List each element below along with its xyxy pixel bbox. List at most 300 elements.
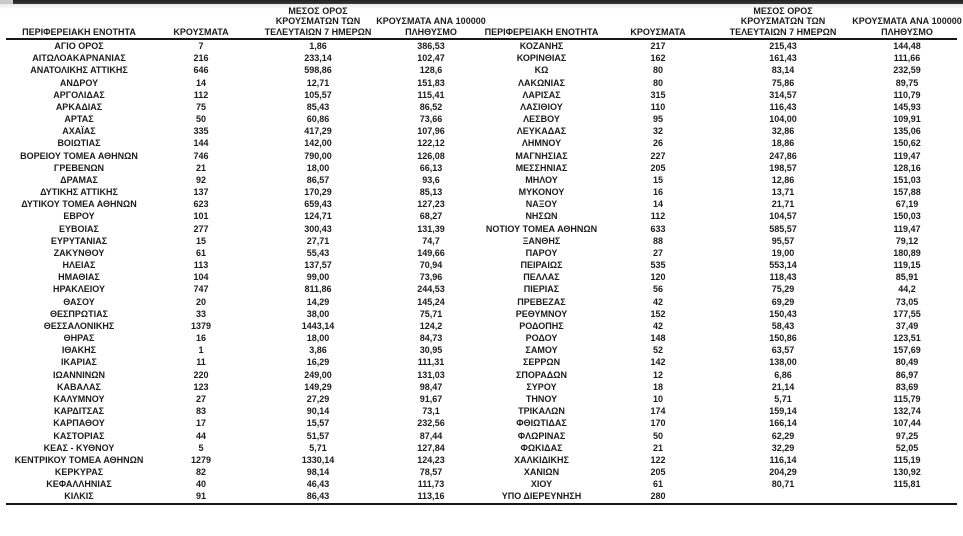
avg7-cell: 1443,14 <box>301 320 335 331</box>
table-row <box>6 210 957 222</box>
cases-cell: 27 <box>652 247 663 258</box>
cases-cell: 148 <box>650 333 666 344</box>
region-cell: ΕΒΡΟΥ <box>63 211 95 222</box>
region-cell: ΠΕΛΛΑΣ <box>523 272 560 283</box>
region-cell: ΚΕΡΚΥΡΑΣ <box>54 467 104 478</box>
region-cell: ΚΟΡΙΝΘΙΑΣ <box>516 53 567 64</box>
cases-cell: 335 <box>193 126 209 137</box>
region-cell: ΗΜΑΘΙΑΣ <box>58 272 100 283</box>
cases-cell: 746 <box>193 150 209 161</box>
region-cell: ΚΕΦΑΛΛΗΝΙΑΣ <box>46 479 112 490</box>
cases-cell: 1279 <box>190 454 212 465</box>
table-row <box>6 308 957 320</box>
cases-cell: 152 <box>650 308 666 319</box>
cases-cell: 42 <box>652 320 663 331</box>
region-cell: ΦΘΙΩΤΙΔΑΣ <box>516 418 567 429</box>
region-cell: ΓΡΕΒΕΝΩΝ <box>53 162 105 173</box>
avg7-cell: 159,14 <box>769 406 797 417</box>
region-cell: ΧΑΛΚΙΔΙΚΗΣ <box>514 454 569 465</box>
table-row <box>6 150 957 162</box>
avg7-cell: 18,86 <box>771 138 795 149</box>
avg7-cell: 116,14 <box>769 454 797 465</box>
cases-cell: 91 <box>195 491 206 502</box>
avg7-cell: 98,14 <box>306 467 330 478</box>
region-cell: ΣΥΡΟΥ <box>526 381 557 392</box>
avg7-cell: 170,29 <box>304 187 332 198</box>
per100k-cell: 89,75 <box>895 77 919 88</box>
table-row <box>6 89 957 101</box>
covid-regional-tables <box>6 5 962 505</box>
avg7-cell: 12,86 <box>771 174 795 185</box>
header-cases-label: ΚΡΟΥΣΜΑΤΑ <box>173 26 229 37</box>
cases-cell: 277 <box>193 223 209 234</box>
cases-cell: 83 <box>195 406 206 417</box>
region-cell: ΒΟΙΩΤΙΑΣ <box>57 138 101 149</box>
table-row <box>6 186 957 198</box>
per100k-cell: 180,89 <box>893 247 921 258</box>
avg7-cell: 233,14 <box>304 53 332 64</box>
per100k-cell: 70,94 <box>419 260 443 271</box>
per100k-cell: 144,48 <box>893 41 921 51</box>
region-cell: ΔΥΤΙΚΗΣ ΑΤΤΙΚΗΣ <box>40 187 118 198</box>
cases-cell: 315 <box>650 89 666 100</box>
header-region-label: ΠΕΡΙΦΕΡΕΙΑΚΗ ΕΝΟΤΗΤΑ <box>22 26 136 37</box>
header-cases-left <box>152 27 250 38</box>
avg7-cell: 86,57 <box>306 174 330 185</box>
table-header-row <box>6 5 962 37</box>
table-row <box>6 223 957 235</box>
avg7-cell: 198,57 <box>769 162 797 173</box>
cases-cell: 80 <box>652 65 663 76</box>
cases-cell: 633 <box>650 223 666 234</box>
region-cell: ΜΗΛΟΥ <box>525 174 558 185</box>
cases-cell: 142 <box>650 357 666 368</box>
region-cell: ΛΗΜΝΟΥ <box>521 138 562 149</box>
per100k-cell: 232,56 <box>417 418 445 429</box>
cases-cell: 80 <box>652 77 663 88</box>
cases-cell: 15 <box>652 174 663 185</box>
header-region-left <box>6 27 152 38</box>
region-cell: ΝΗΣΩΝ <box>525 211 558 222</box>
per100k-cell: 132,74 <box>893 406 921 417</box>
per100k-cell: 111,31 <box>417 357 445 368</box>
region-cell: ΧΙΟΥ <box>530 479 553 490</box>
avg7-cell: 585,57 <box>769 223 797 234</box>
table-row <box>6 490 957 502</box>
region-cell: ΚΑΒΑΛΑΣ <box>57 381 101 392</box>
avg7-cell: 99,00 <box>306 272 330 283</box>
per100k-cell: 79,12 <box>895 235 919 246</box>
region-cell: ΚΑΡΔΙΤΣΑΣ <box>53 406 105 417</box>
region-cell: ΝΟΤΙΟΥ ΤΟΜΕΑ ΑΘΗΝΩΝ <box>485 223 598 234</box>
per100k-cell: 30,95 <box>419 345 443 356</box>
header-region-right <box>476 27 607 38</box>
region-cell: ΛΑΡΙΣΑΣ <box>522 89 561 100</box>
region-cell: ΘΑΣΟΥ <box>63 296 95 307</box>
cases-cell: 101 <box>193 211 209 222</box>
region-cell: ΠΙΕΡΙΑΣ <box>523 284 560 295</box>
cases-cell: 144 <box>193 138 209 149</box>
avg7-cell: 18,00 <box>306 333 330 344</box>
table-row <box>6 40 957 52</box>
per100k-cell: 151,83 <box>417 77 445 88</box>
cases-cell: 1 <box>198 345 204 356</box>
avg7-cell: 142,00 <box>304 138 332 149</box>
table-row <box>6 393 957 405</box>
region-cell: ΛΕΥΚΑΔΑΣ <box>516 126 567 137</box>
cases-cell: 112 <box>193 89 209 100</box>
region-cell: ΑΙΤΩΛΟΑΚΑΡΝΑΝΙΑΣ <box>32 53 126 64</box>
region-cell: ΠΕΙΡΑΙΩΣ <box>520 260 563 271</box>
table-row <box>6 247 957 259</box>
header-region-label: ΠΕΡΙΦΕΡΕΙΑΚΗ ΕΝΟΤΗΤΑ <box>484 26 599 37</box>
avg7-cell: 6,86 <box>774 369 792 380</box>
region-cell: ΕΥΒΟΙΑΣ <box>59 223 99 234</box>
per100k-cell: 113,16 <box>417 491 445 502</box>
header-avg7-left <box>250 6 386 38</box>
per100k-cell: 177,55 <box>893 308 921 319</box>
per100k-cell: 150,03 <box>893 211 921 222</box>
region-cell: ΕΥΡΥΤΑΝΙΑΣ <box>50 235 108 246</box>
per100k-cell: 73,96 <box>419 272 443 283</box>
cases-cell: 20 <box>195 296 206 307</box>
cases-cell: 7 <box>198 41 204 51</box>
region-cell: ΧΑΝΙΩΝ <box>523 467 560 478</box>
cases-cell: 220 <box>193 369 209 380</box>
cases-cell: 123 <box>193 381 209 392</box>
per100k-cell: 80,49 <box>895 357 919 368</box>
region-cell: ΣΑΜΟΥ <box>525 345 558 356</box>
table-row <box>6 198 957 210</box>
per100k-cell: 123,51 <box>893 333 921 344</box>
avg7-cell: 46,43 <box>306 479 330 490</box>
region-cell: ΠΑΡΟΥ <box>525 247 558 258</box>
avg7-cell: 1330,14 <box>301 454 335 465</box>
cases-cell: 56 <box>652 284 663 295</box>
avg7-cell: 659,43 <box>304 199 332 210</box>
per100k-cell: 115,19 <box>893 454 921 465</box>
cases-cell: 40 <box>195 479 206 490</box>
per100k-cell: 126,08 <box>417 150 445 161</box>
region-cell: ΖΑΚΥΝΘΟΥ <box>53 247 105 258</box>
region-cell: ΑΓΙΟ ΟΡΟΣ <box>54 41 104 51</box>
avg7-cell: 75,86 <box>771 77 795 88</box>
cases-cell: 42 <box>652 296 663 307</box>
per100k-cell: 110,79 <box>893 89 921 100</box>
avg7-cell: 32,29 <box>771 442 795 453</box>
region-cell: ΠΡΕΒΕΖΑΣ <box>517 296 566 307</box>
per100k-cell: 149,66 <box>417 247 445 258</box>
cases-cell: 217 <box>650 41 666 51</box>
region-cell: ΤΗΝΟΥ <box>525 393 558 404</box>
avg7-cell: 18,00 <box>306 162 330 173</box>
table-body <box>6 40 957 503</box>
per100k-cell: 85,13 <box>419 187 443 198</box>
region-cell: ΛΑΚΩΝΙΑΣ <box>517 77 566 88</box>
avg7-cell: 21,71 <box>771 199 795 210</box>
region-cell: ΚΑΣΤΟΡΙΑΣ <box>53 430 105 441</box>
per100k-cell: 91,67 <box>419 393 443 404</box>
region-cell: ΚΑΡΠΑΘΟΥ <box>53 418 105 429</box>
per100k-cell: 157,69 <box>893 345 921 356</box>
cases-cell: 21 <box>195 162 206 173</box>
per100k-cell: 75,71 <box>419 308 443 319</box>
avg7-cell: 3,86 <box>309 345 327 356</box>
region-cell: ΚΟΖΑΝΗΣ <box>519 41 564 51</box>
per100k-cell: 67,19 <box>895 199 919 210</box>
cases-cell: 32 <box>652 126 663 137</box>
region-cell: ΣΕΡΡΩΝ <box>522 357 561 368</box>
cases-cell: 205 <box>650 467 666 478</box>
table-row <box>6 296 957 308</box>
avg7-cell: 86,43 <box>306 491 330 502</box>
per100k-cell: 111,66 <box>893 53 921 64</box>
table-row <box>6 381 957 393</box>
avg7-cell: 149,29 <box>304 381 332 392</box>
cases-cell: 623 <box>193 199 209 210</box>
per100k-cell: 131,39 <box>417 223 445 234</box>
table-row <box>6 332 957 344</box>
cases-cell: 122 <box>650 454 666 465</box>
cases-cell: 61 <box>195 247 206 258</box>
header-per100k-line2: ΠΛΗΘΥΣΜΟ <box>881 26 933 37</box>
region-cell: ΦΩΚΙΔΑΣ <box>520 442 563 453</box>
avg7-cell: 150,43 <box>769 308 797 319</box>
table-row <box>6 283 957 295</box>
per100k-cell: 73,66 <box>419 114 443 125</box>
region-cell: ΚΑΛΥΜΝΟΥ <box>53 393 105 404</box>
header-avg7-line3: ΤΕΛΕΥΤΑΙΩΝ 7 ΗΜΕΡΩΝ <box>264 26 372 37</box>
per100k-cell: 145,93 <box>893 101 921 112</box>
per100k-cell: 232,59 <box>893 65 921 76</box>
cases-cell: 14 <box>652 199 663 210</box>
cases-cell: 162 <box>650 53 666 64</box>
per100k-cell: 127,23 <box>417 199 445 210</box>
table-row <box>6 137 957 149</box>
region-cell: ΡΟΔΟΠΗΣ <box>519 320 564 331</box>
avg7-cell: 1,86 <box>309 41 327 51</box>
avg7-cell: 80,71 <box>771 479 795 490</box>
avg7-cell: 27,29 <box>306 393 330 404</box>
avg7-cell: 150,86 <box>769 333 797 344</box>
cases-cell: 1379 <box>190 320 212 331</box>
region-cell: ΜΥΚΟΝΟΥ <box>518 187 565 198</box>
table-row <box>6 442 957 454</box>
per100k-cell: 37,49 <box>895 320 919 331</box>
region-cell: ΘΕΣΣΑΛΟΝΙΚΗΣ <box>43 320 115 331</box>
header-per100k-left <box>376 16 486 37</box>
cases-cell: 113 <box>193 260 209 271</box>
avg7-cell: 104,00 <box>769 114 797 125</box>
table-row <box>6 174 957 186</box>
per100k-cell: 124,23 <box>417 454 445 465</box>
cases-cell: 747 <box>193 284 209 295</box>
per100k-cell: 98,47 <box>419 381 443 392</box>
avg7-cell: 138,00 <box>769 357 797 368</box>
per100k-cell: 244,53 <box>417 284 445 295</box>
table-row <box>6 454 957 466</box>
region-cell: ΙΚΑΡΙΑΣ <box>61 357 97 368</box>
per100k-cell: 115,41 <box>417 89 445 100</box>
per100k-cell: 87,44 <box>419 430 443 441</box>
avg7-cell: 38,00 <box>306 308 330 319</box>
cases-cell: 21 <box>652 442 663 453</box>
region-cell: ΑΡΓΟΛΙΔΑΣ <box>53 89 105 100</box>
per100k-cell: 102,47 <box>417 53 445 64</box>
cases-cell: 92 <box>195 174 206 185</box>
per100k-cell: 115,79 <box>893 393 921 404</box>
avg7-cell: 16,29 <box>306 357 330 368</box>
cases-cell: 18 <box>652 381 663 392</box>
avg7-cell: 27,71 <box>306 235 330 246</box>
table-row <box>6 125 957 137</box>
per100k-cell: 119,15 <box>893 260 921 271</box>
header-avg7-line1: ΜΕΣΟΣ ΟΡΟΣ <box>288 5 348 16</box>
avg7-cell: 314,57 <box>769 89 797 100</box>
avg7-cell: 95,57 <box>771 235 795 246</box>
table-row <box>6 113 957 125</box>
region-cell: ΗΡΑΚΛΕΙΟΥ <box>52 284 106 295</box>
avg7-cell: 417,29 <box>304 126 332 137</box>
cases-cell: 205 <box>650 162 666 173</box>
per100k-cell: 73,05 <box>895 296 919 307</box>
table-row <box>6 101 957 113</box>
cases-cell: 104 <box>193 272 209 283</box>
per100k-cell: 52,05 <box>895 442 919 453</box>
avg7-cell: 5,71 <box>774 393 792 404</box>
cases-cell: 61 <box>652 479 663 490</box>
avg7-cell: 85,43 <box>306 101 330 112</box>
region-cell: ΔΥΤΙΚΟΥ ΤΟΜΕΑ ΑΘΗΝΩΝ <box>21 199 137 210</box>
avg7-cell: 13,71 <box>771 187 795 198</box>
region-cell: ΘΗΡΑΣ <box>63 333 95 344</box>
per100k-cell: 127,84 <box>417 442 445 453</box>
avg7-cell: 204,29 <box>769 467 797 478</box>
region-cell: ΑΝΔΡΟΥ <box>59 77 99 88</box>
region-cell: ΑΝΑΤΟΛΙΚΗΣ ΑΤΤΙΚΗΣ <box>30 65 128 76</box>
region-cell: ΗΛΕΙΑΣ <box>62 260 96 271</box>
table-row <box>6 430 957 442</box>
per100k-cell: 150,62 <box>893 138 921 149</box>
cases-cell: 227 <box>650 150 666 161</box>
table-row <box>6 356 957 368</box>
region-cell: ΑΧΑΪΑΣ <box>62 126 96 137</box>
avg7-cell: 137,57 <box>304 260 332 271</box>
cases-cell: 15 <box>195 235 206 246</box>
avg7-cell: 62,29 <box>771 430 795 441</box>
avg7-cell: 14,29 <box>306 296 330 307</box>
avg7-cell: 124,71 <box>304 211 332 222</box>
region-cell: ΡΟΔΟΥ <box>525 333 558 344</box>
region-cell: ΜΑΓΝΗΣΙΑΣ <box>515 150 568 161</box>
avg7-cell: 15,57 <box>306 418 330 429</box>
table-row <box>6 52 957 64</box>
avg7-cell: 51,57 <box>306 430 330 441</box>
table-row <box>6 405 957 417</box>
cases-cell: 14 <box>195 77 206 88</box>
cases-cell: 280 <box>650 491 666 502</box>
region-cell: ΙΩΑΝΝΙΝΩΝ <box>53 369 105 380</box>
avg7-cell: 90,14 <box>306 406 330 417</box>
avg7-cell: 12,71 <box>306 77 330 88</box>
cases-cell: 33 <box>195 308 206 319</box>
table-row <box>6 478 957 490</box>
per100k-cell: 85,91 <box>895 272 919 283</box>
cases-cell: 112 <box>650 211 666 222</box>
cases-cell: 535 <box>650 260 666 271</box>
avg7-cell: 215,43 <box>769 41 797 51</box>
cases-cell: 95 <box>652 114 663 125</box>
cases-cell: 174 <box>650 406 666 417</box>
cases-cell: 26 <box>652 138 663 149</box>
per100k-cell: 93,6 <box>422 174 440 185</box>
per100k-cell: 97,25 <box>895 430 919 441</box>
per100k-cell: 122,12 <box>417 138 445 149</box>
avg7-cell: 83,14 <box>771 65 795 76</box>
avg7-cell: 118,43 <box>769 272 797 283</box>
per100k-cell: 83,69 <box>895 381 919 392</box>
avg7-cell: 166,14 <box>769 418 797 429</box>
region-cell: ΦΛΩΡΙΝΑΣ <box>517 430 566 441</box>
avg7-cell: 598,86 <box>304 65 332 76</box>
per100k-cell: 131,03 <box>417 369 445 380</box>
header-avg7-line2: ΚΡΟΥΣΜΑΤΩΝ ΤΩΝ <box>275 16 361 26</box>
per100k-cell: 124,2 <box>419 320 443 331</box>
avg7-cell: 247,86 <box>769 150 797 161</box>
cases-cell: 16 <box>195 333 206 344</box>
header-per100k-line1: ΚΡΟΥΣΜΑΤΑ ΑΝΑ 100000 <box>852 16 962 26</box>
cases-cell: 5 <box>198 442 204 453</box>
region-cell: ΝΑΞΟΥ <box>525 199 558 210</box>
table-row <box>6 344 957 356</box>
per100k-cell: 119,47 <box>893 150 921 161</box>
region-cell: ΘΕΣΠΡΩΤΙΑΣ <box>49 308 109 319</box>
region-cell: ΣΠΟΡΑΔΩΝ <box>516 369 567 380</box>
avg7-cell: 5,71 <box>309 442 327 453</box>
avg7-cell: 58,43 <box>771 320 795 331</box>
per100k-cell: 386,53 <box>417 41 445 51</box>
avg7-cell: 105,57 <box>304 89 332 100</box>
region-cell: ΚΕΝΤΡΙΚΟΥ ΤΟΜΕΑ ΑΘΗΝΩΝ <box>14 454 144 465</box>
avg7-cell: 161,43 <box>769 53 797 64</box>
header-per100k-line2: ΠΛΗΘΥΣΜΟ <box>405 26 457 37</box>
cases-cell: 75 <box>195 101 206 112</box>
avg7-cell: 300,43 <box>304 223 332 234</box>
table-row <box>6 466 957 478</box>
header-per100k-right <box>852 16 962 37</box>
table-row <box>6 417 957 429</box>
per100k-cell: 111,73 <box>417 479 445 490</box>
region-cell: ΜΕΣΣΗΝΙΑΣ <box>515 162 568 173</box>
avg7-cell: 104,57 <box>769 211 797 222</box>
per100k-cell: 66,13 <box>419 162 443 173</box>
table-row <box>6 320 957 332</box>
per100k-cell: 86,97 <box>895 369 919 380</box>
region-cell: ΛΕΣΒΟΥ <box>523 114 560 125</box>
region-cell: ΙΘΑΚΗΣ <box>61 345 97 356</box>
cases-cell: 50 <box>195 114 206 125</box>
header-avg7-right <box>709 6 857 38</box>
table-row <box>6 77 957 89</box>
header-per100k-line1: ΚΡΟΥΣΜΑΤΑ ΑΝΑ 100000 <box>376 16 486 26</box>
region-cell: ΚΙΛΚΙΣ <box>64 491 94 502</box>
cases-cell: 17 <box>195 418 206 429</box>
header-cases-right <box>607 27 709 38</box>
avg7-cell: 553,14 <box>769 260 797 271</box>
per100k-cell: 145,24 <box>417 296 445 307</box>
per100k-cell: 157,88 <box>893 187 921 198</box>
cases-cell: 12 <box>652 369 663 380</box>
